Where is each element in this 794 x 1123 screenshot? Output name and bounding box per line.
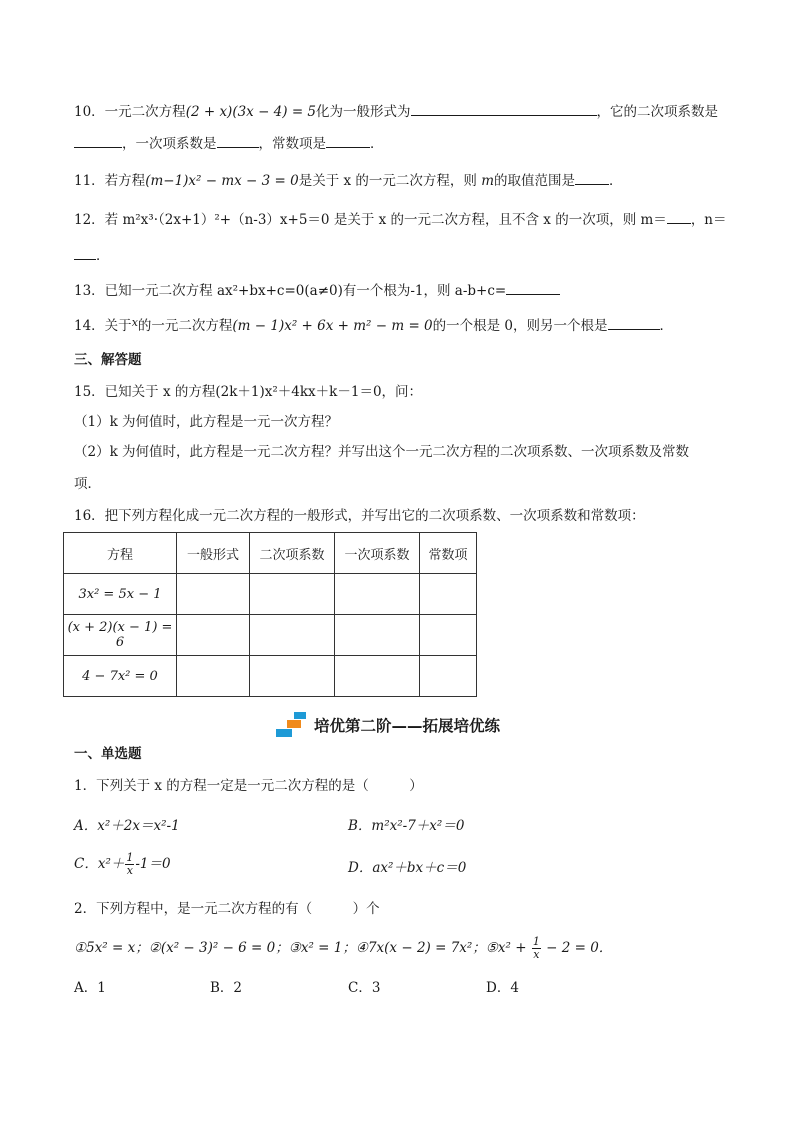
- table-header-cell: 一般形式: [177, 533, 250, 574]
- q10-equation: (2 + x)(3x − 4) = 5: [185, 104, 317, 120]
- table-row: [64, 656, 477, 697]
- q14-var: x: [131, 316, 138, 329]
- table-header-cell: 方程: [64, 533, 177, 574]
- mc2-stem: 2．下列方程中，是一元二次方程的有（ ）个: [74, 901, 380, 917]
- fraction: [125, 852, 134, 877]
- question-14: [74, 314, 673, 335]
- mc2-option-b[interactable]: B．2: [210, 980, 243, 996]
- section-heading-1: 一、单选题: [74, 746, 142, 762]
- mc2-option-c[interactable]: C．3: [348, 980, 381, 996]
- q12-end: ．: [96, 248, 110, 264]
- q12-text: 12．若 m²x³·（2x+1）²+（n-3）x+5＝0 是关于 x 的一元二次方程，且不含 x 的一次项，则 m＝: [74, 212, 667, 228]
- question-15-part1: （1）k 为何值时，此方程是一元一次方程？: [74, 414, 339, 430]
- question-12-line1: [74, 209, 727, 229]
- q10-mid: 化为一般形式为: [316, 104, 411, 120]
- q10-line2b: ，常数项是: [258, 136, 326, 152]
- q13-text: 13．已知一元二次方程 ax²+bx+c=0(a≠0)有一个根为-1，则 a-b+c=: [74, 283, 507, 299]
- table-cell-empty[interactable]: [250, 574, 335, 615]
- q12-n-part: ，n＝: [690, 212, 727, 228]
- fraction: [532, 936, 541, 961]
- q14-equation: (m − 1)x² + 6x + m² − m = 0: [232, 318, 433, 334]
- question-15-part2: （2）k 为何值时，此方程是一元二次方程？并写出这个一元二次方程的二次项系数、一次项系数及常数: [74, 444, 690, 460]
- answer-blank[interactable]: [608, 315, 660, 330]
- mc2-option-a[interactable]: A．1: [74, 980, 106, 996]
- mc1-c-pre: C．x²＋: [74, 856, 125, 872]
- q11-mid: 是关于 x 的一元二次方程，则: [298, 173, 482, 189]
- banner-title: 培优第二阶——拓展培优练: [314, 717, 501, 735]
- table-header-cell: 常数项: [420, 533, 477, 574]
- mc2-items-post: − 2 = 0．: [541, 940, 613, 956]
- mc1-c-post: -1＝0: [135, 856, 171, 872]
- question-16-stem: 16．把下列方程化成一元二次方程的一般形式，并写出它的二次项系数、一次项系数和常数项：: [74, 508, 645, 524]
- answer-blank[interactable]: [74, 245, 96, 260]
- answer-blank[interactable]: [575, 170, 609, 185]
- table-cell-empty[interactable]: [177, 574, 250, 615]
- mc1-option-b[interactable]: B．m²x²-7＋x²＝0: [348, 818, 465, 834]
- table-cell-empty[interactable]: [335, 656, 420, 697]
- question-11: [74, 170, 623, 190]
- q14-prefix: 14．关于: [74, 318, 132, 334]
- q11-prefix: 11．若方程: [74, 173, 146, 189]
- section-heading-3: 三、解答题: [74, 352, 142, 368]
- question-15-stem: 15．已知关于 x 的方程(2k＋1)x²＋4kx＋k－1＝0，问：: [74, 384, 423, 400]
- answer-blank[interactable]: [411, 101, 597, 116]
- answer-blank[interactable]: [506, 280, 560, 295]
- q11-end: ．: [609, 173, 623, 189]
- table-cell-empty[interactable]: [420, 656, 477, 697]
- answer-blank[interactable]: [217, 133, 259, 148]
- q10-end: ．: [370, 136, 384, 152]
- q16-table: [63, 532, 477, 697]
- table-cell-empty[interactable]: [250, 615, 335, 656]
- table-cell-empty[interactable]: [420, 574, 477, 615]
- table-header-cell: 二次项系数: [250, 533, 335, 574]
- mc1-option-d[interactable]: D．ax²＋bx＋c＝0: [348, 860, 467, 876]
- q14-tail: 的一个根是 0，则另一个根是: [432, 318, 608, 334]
- q11-equation: (m−1)x² − mx − 3 = 0: [145, 173, 299, 189]
- table-cell-empty[interactable]: [250, 656, 335, 697]
- table-cell-equation: (x + 2)(x − 1) = 6: [64, 615, 177, 656]
- table-cell-empty[interactable]: [420, 615, 477, 656]
- fraction-numerator: 1: [126, 851, 134, 864]
- fraction-numerator: 1: [532, 935, 540, 948]
- q11-tail: 的取值范围是: [494, 173, 576, 189]
- banner-logo-icon: [276, 712, 308, 738]
- table-cell-empty[interactable]: [335, 574, 420, 615]
- answer-blank[interactable]: [74, 133, 122, 148]
- mc2-option-d[interactable]: D．4: [486, 980, 519, 996]
- question-15-part2-cont: 项．: [74, 476, 101, 492]
- question-10-line2: [74, 133, 384, 153]
- table-header-cell: 一次项系数: [335, 533, 420, 574]
- question-10-line1: [74, 101, 718, 121]
- table-cell-equation: 4 − 7x² = 0: [64, 656, 177, 697]
- mc1-option-a[interactable]: A．x²＋2x＝x²-1: [74, 818, 180, 834]
- question-13: [74, 280, 560, 300]
- q14-mid: 的一元二次方程: [137, 318, 233, 334]
- fraction-denominator: x: [533, 948, 540, 961]
- q11-var: m: [481, 173, 495, 189]
- mc1-option-c[interactable]: [74, 852, 171, 877]
- answer-blank[interactable]: [326, 133, 370, 148]
- q14-end: ．: [659, 318, 674, 334]
- table-row: [64, 574, 477, 615]
- table-cell-empty[interactable]: [335, 615, 420, 656]
- table-header-row: [64, 533, 477, 574]
- table-cell-empty[interactable]: [177, 615, 250, 656]
- q10-after: ，它的二次项系数是: [596, 104, 719, 120]
- mc1-stem: 1．下列关于 x 的方程一定是一元二次方程的是（ ）: [74, 778, 423, 794]
- table-row: [64, 615, 477, 656]
- fraction-denominator: x: [126, 864, 133, 877]
- answer-blank[interactable]: [667, 209, 691, 224]
- section-banner: [276, 712, 500, 738]
- table-cell-equation: 3x² = 5x − 1: [64, 574, 177, 615]
- q10-prefix: 10．一元二次方程: [74, 104, 186, 120]
- mc2-items: [74, 936, 612, 961]
- mc2-items-pre: ①5x² = x；②(x² − 3)² − 6 = 0；③x² = 1；④7x(x − 2) = 7x²；⑤x² +: [74, 940, 531, 956]
- table-cell-empty[interactable]: [177, 656, 250, 697]
- q10-line2a: ，一次项系数是: [122, 136, 217, 152]
- question-12-line2: [74, 245, 110, 265]
